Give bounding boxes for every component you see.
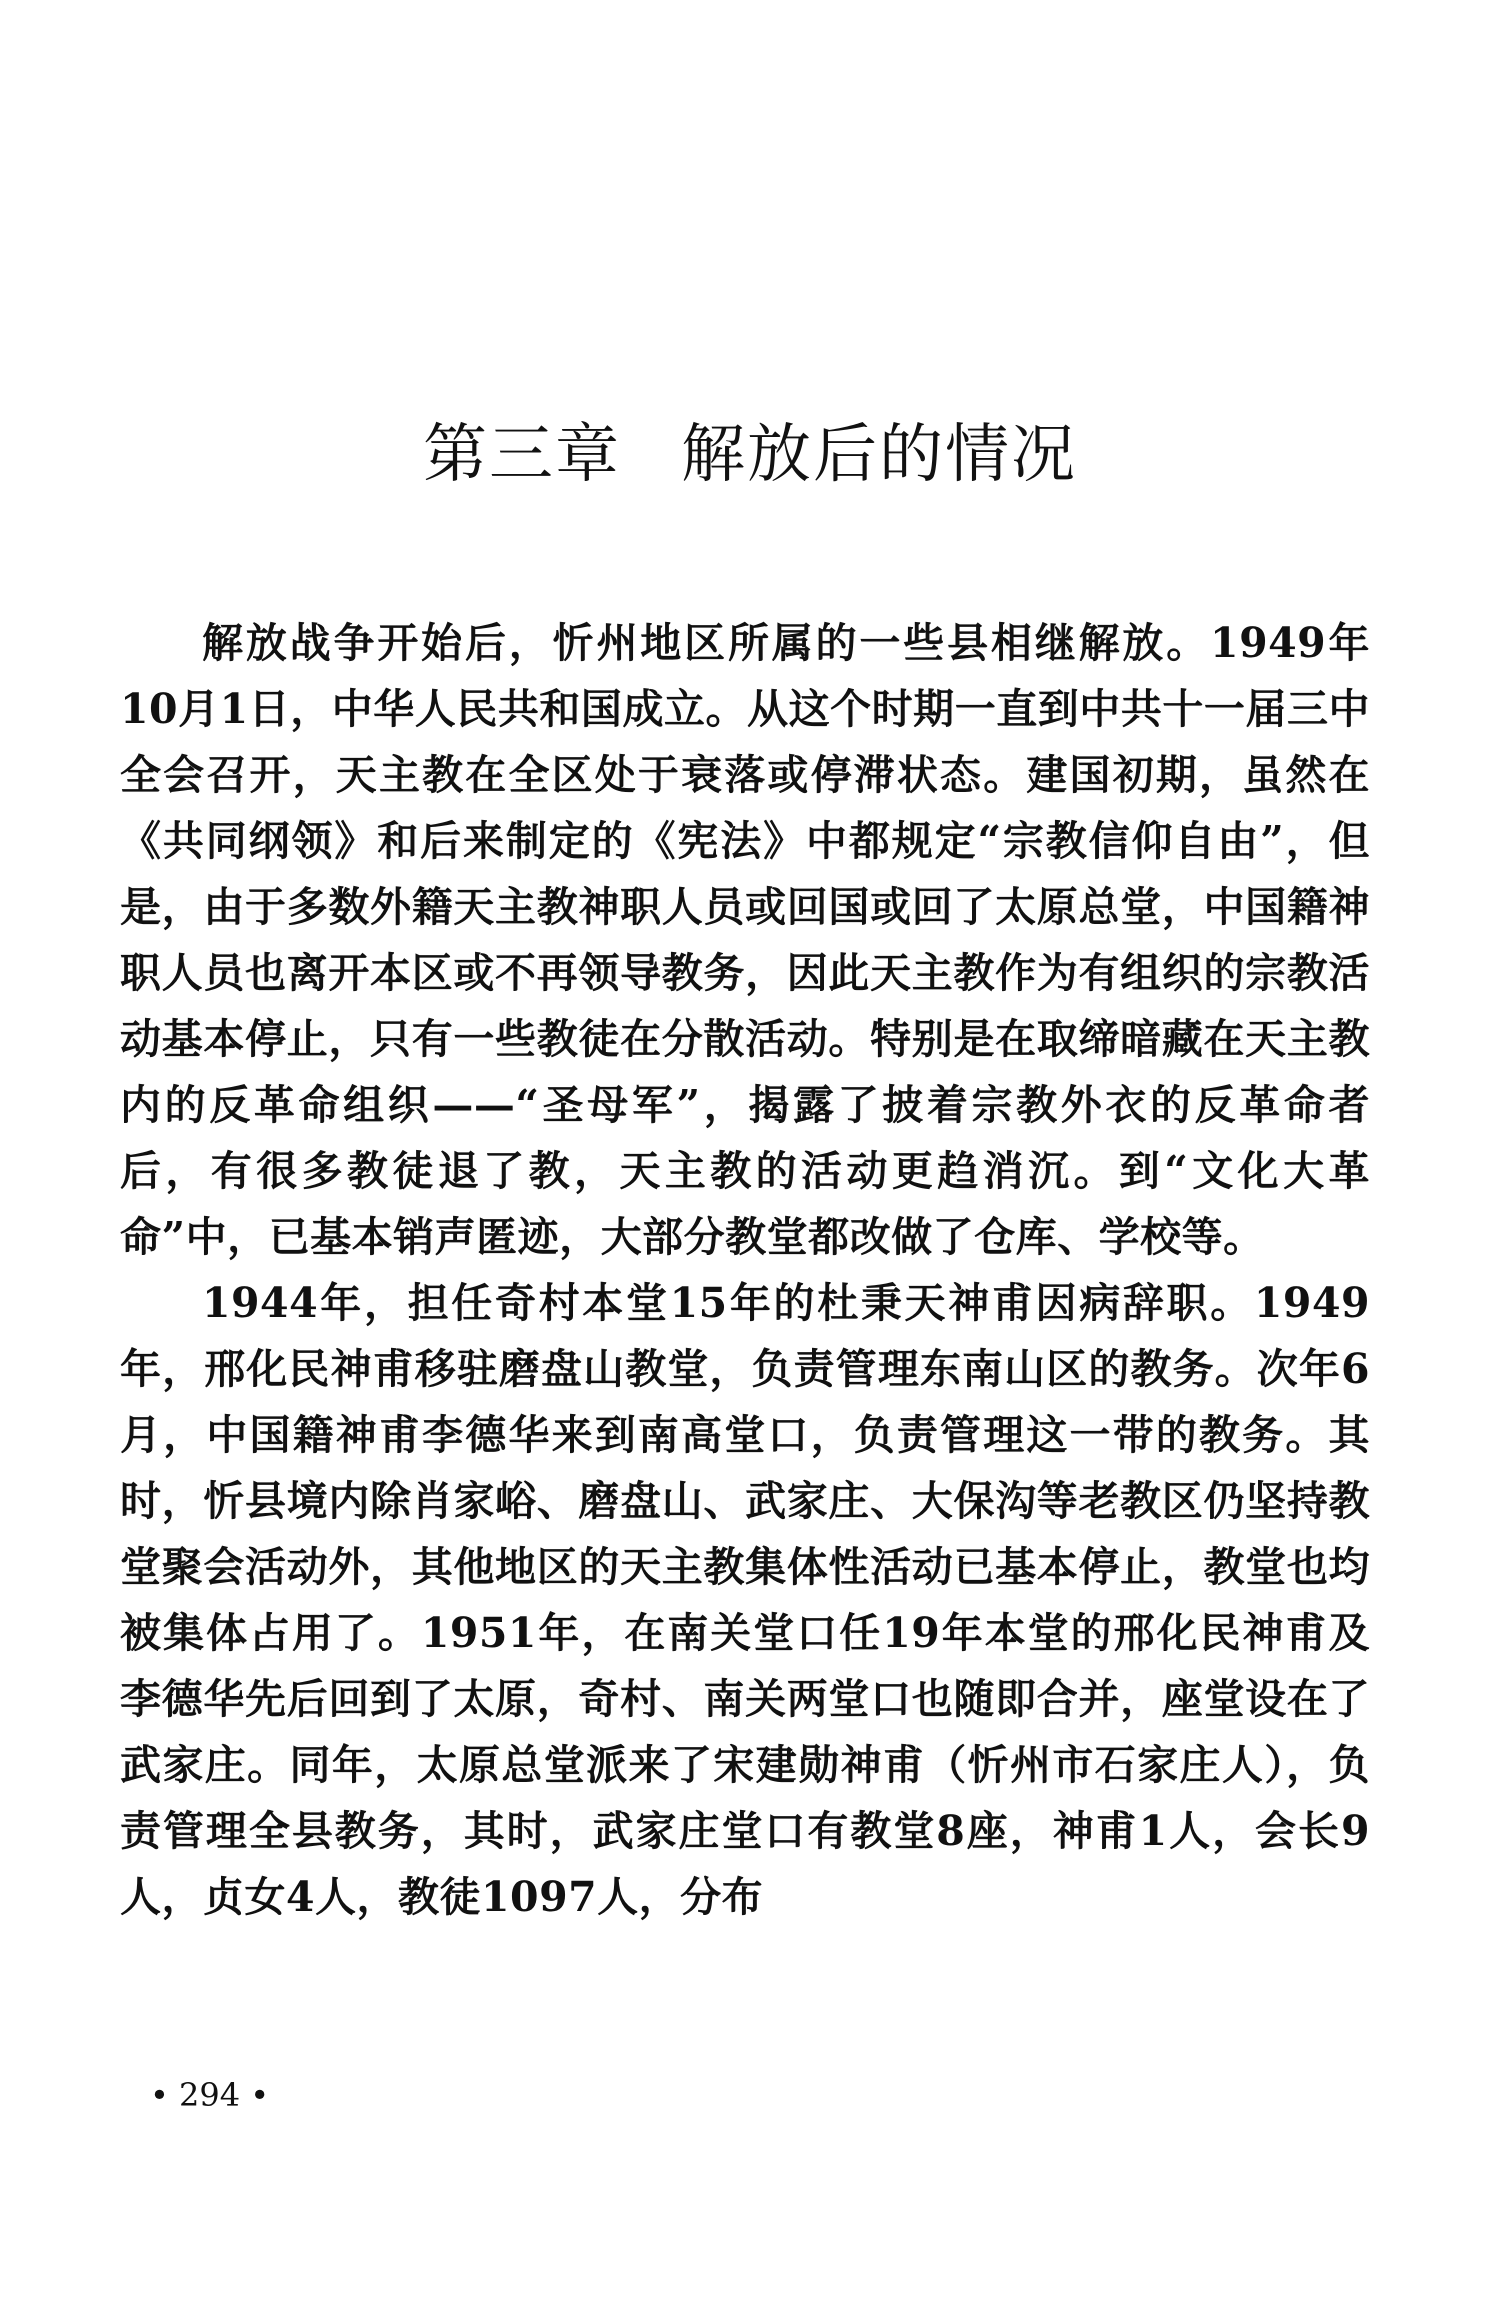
chapter-name: 解放后的情况 — [681, 418, 1077, 492]
paragraph-2: 1944年，担任奇村本堂15年的杜秉天神甫因病辞职。1949年，邢化民神甫移驻磨盘山教堂，负责管理东南山区的教务。次年6月，中国籍神甫李德华来到南高堂口，负责管理这一带的教务。其时，忻县境内除肖家峪、磨盘山、武家庄、大保沟等老教区仍坚持教堂聚会活动外，其他地区的天主教集体性活动已基本停止，教堂也均被集体占用了。1951年，在南关堂口任19年本堂的邢化民神甫及李德华先后回到了太原，奇村、南关两堂口也随即合并，座堂设在了武家庄。同年，太原总堂派来了宋建勋神甫（忻州市石家庄人），负责管理全县教务，其时，武家庄堂口有教堂8座，神甫1人，会长9人，贞女4人，教徒1097人，分布 — [120, 1279, 1370, 1921]
chapter-number: 第三章 — [423, 418, 621, 492]
paragraph-1: 解放战争开始后，忻州地区所属的一些县相继解放。1949年10月1日，中华人民共和国成立。从这个时期一直到中共十一届三中全会召开，天主教在全区处于衰落或停滞状态。建国初期，虽然在《共同纲领》和后来制定的《宪法》中都规定“宗教信仰自由”，但是，由于多数外籍天主教神职人员或回国或回了太原总堂，中国籍神职人员也离开本区或不再领导教务，因此天主教作为有组织的宗教活动基本停止，只有一些教徒在分散活动。特别是在取缔暗藏在天主教内的反革命组织——“圣母军”，揭露了披着宗教外衣的反革命者后，有很多教徒退了教，天主教的活动更趋消沉。到“文化大革命”中，已基本销声匿迹，大部分教堂都改做了仓库、学校等。 — [120, 619, 1370, 1261]
chapter-title — [0, 410, 1500, 500]
page-number: • 294 • — [150, 2076, 270, 2114]
body-text — [120, 610, 1370, 1930]
